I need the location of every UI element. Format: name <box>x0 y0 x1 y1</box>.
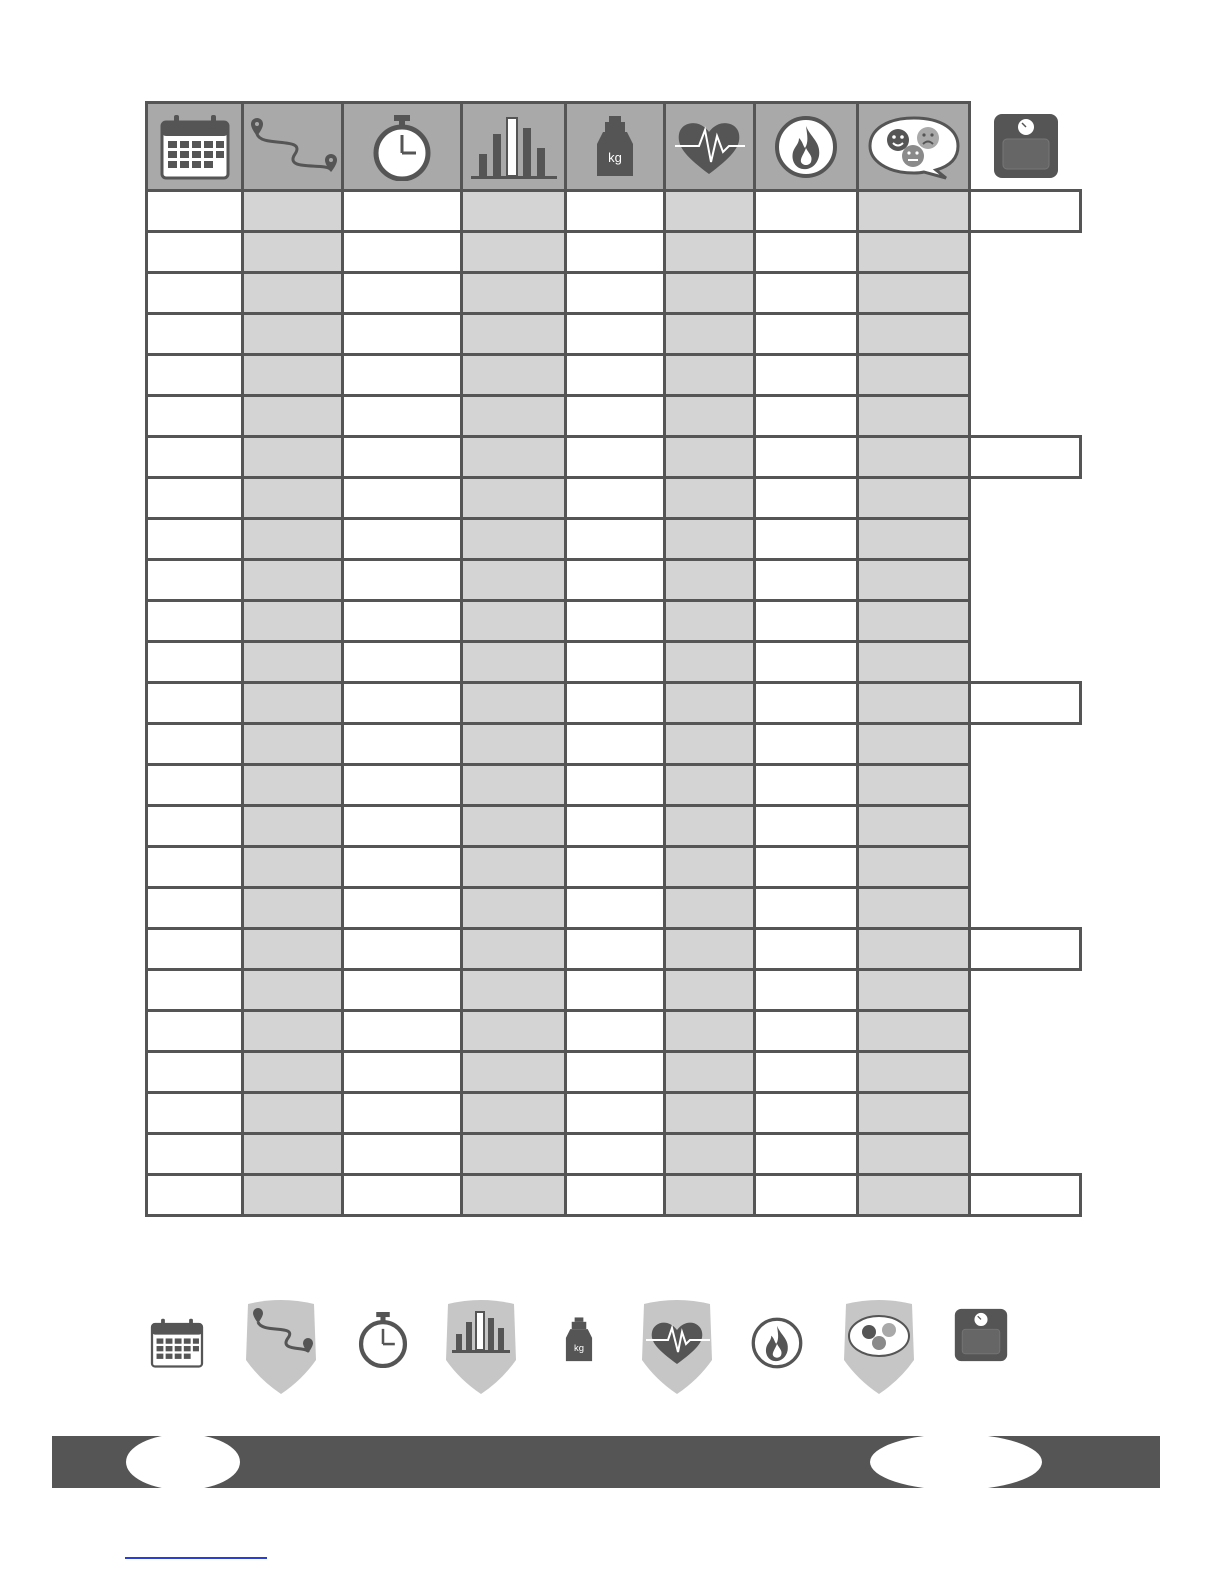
empty-cell <box>970 970 1081 1011</box>
log-cell[interactable] <box>343 273 462 314</box>
log-cell[interactable] <box>858 478 970 519</box>
log-cell[interactable] <box>665 1175 755 1216</box>
log-cell[interactable] <box>147 1134 243 1175</box>
log-cell[interactable] <box>147 232 243 273</box>
log-cell[interactable] <box>858 765 970 806</box>
log-cell[interactable] <box>343 478 462 519</box>
log-cell[interactable] <box>243 806 343 847</box>
empty-cell <box>970 806 1081 847</box>
log-cell[interactable] <box>665 601 755 642</box>
log-cell[interactable] <box>147 437 243 478</box>
log-cell[interactable] <box>665 1093 755 1134</box>
log-cell[interactable] <box>858 232 970 273</box>
log-cell[interactable] <box>858 847 970 888</box>
legend-mood <box>840 1298 918 1401</box>
log-cell[interactable] <box>566 806 665 847</box>
table-row <box>147 437 1081 478</box>
log-cell[interactable] <box>343 1134 462 1175</box>
log-cell[interactable] <box>343 191 462 232</box>
log-cell[interactable] <box>147 970 243 1011</box>
footer-bar <box>52 1436 1160 1488</box>
empty-cell <box>970 478 1081 519</box>
flame-icon <box>750 1316 804 1370</box>
log-cell[interactable] <box>665 396 755 437</box>
log-cell[interactable] <box>462 396 566 437</box>
log-cell[interactable] <box>858 355 970 396</box>
log-cell[interactable] <box>243 642 343 683</box>
log-cell[interactable] <box>566 1134 665 1175</box>
log-cell[interactable] <box>343 724 462 765</box>
log-cell[interactable] <box>243 314 343 355</box>
table-row <box>147 396 1081 437</box>
weight-cell[interactable] <box>970 929 1081 970</box>
table-row <box>147 560 1081 601</box>
log-cell[interactable] <box>462 806 566 847</box>
log-cell[interactable] <box>665 888 755 929</box>
log-cell[interactable] <box>462 314 566 355</box>
legend-time <box>356 1310 410 1373</box>
log-cell[interactable] <box>858 437 970 478</box>
log-cell[interactable] <box>755 1052 858 1093</box>
log-cell[interactable] <box>858 1093 970 1134</box>
log-cell[interactable] <box>755 478 858 519</box>
log-cell[interactable] <box>755 601 858 642</box>
log-cell[interactable] <box>858 642 970 683</box>
empty-cell <box>970 642 1081 683</box>
route-icon <box>242 1298 320 1396</box>
log-cell[interactable] <box>858 191 970 232</box>
log-cell[interactable] <box>665 191 755 232</box>
log-cell[interactable] <box>665 478 755 519</box>
table-row <box>147 355 1081 396</box>
log-cell[interactable] <box>566 396 665 437</box>
log-cell[interactable] <box>755 765 858 806</box>
log-cell[interactable] <box>566 355 665 396</box>
header-row <box>147 103 1081 191</box>
log-cell[interactable] <box>343 601 462 642</box>
legend-weight <box>564 1316 594 1369</box>
log-cell[interactable] <box>566 601 665 642</box>
log-cell[interactable] <box>665 314 755 355</box>
log-cell[interactable] <box>755 888 858 929</box>
log-cell[interactable] <box>147 1011 243 1052</box>
log-cell[interactable] <box>343 970 462 1011</box>
scale-icon <box>954 1308 1008 1362</box>
log-cell[interactable] <box>566 478 665 519</box>
log-cell[interactable] <box>566 929 665 970</box>
log-cell[interactable] <box>462 478 566 519</box>
training-log-table <box>145 101 1082 1217</box>
log-cell[interactable] <box>243 1175 343 1216</box>
log-cell[interactable] <box>755 806 858 847</box>
log-cell[interactable] <box>566 724 665 765</box>
log-cell[interactable] <box>858 1175 970 1216</box>
table-row <box>147 1134 1081 1175</box>
log-cell[interactable] <box>243 273 343 314</box>
log-cell[interactable] <box>462 601 566 642</box>
log-cell[interactable] <box>755 642 858 683</box>
bar-chart-icon <box>469 114 559 180</box>
link-underline[interactable] <box>125 1557 267 1559</box>
log-cell[interactable] <box>147 847 243 888</box>
log-cell[interactable] <box>343 560 462 601</box>
log-cell[interactable] <box>665 724 755 765</box>
log-cell[interactable] <box>755 1011 858 1052</box>
empty-cell <box>970 314 1081 355</box>
log-cell[interactable] <box>858 806 970 847</box>
calendar-icon <box>160 114 230 180</box>
log-cell[interactable] <box>755 232 858 273</box>
log-cell[interactable] <box>462 1093 566 1134</box>
legend-stats <box>442 1298 520 1401</box>
log-cell[interactable] <box>147 396 243 437</box>
log-cell[interactable] <box>755 1175 858 1216</box>
legend-calories <box>750 1316 804 1375</box>
log-cell[interactable] <box>665 1052 755 1093</box>
log-cell[interactable] <box>462 1011 566 1052</box>
icon-legend <box>140 1298 1040 1408</box>
empty-cell <box>970 888 1081 929</box>
empty-cell <box>970 519 1081 560</box>
log-cell[interactable] <box>858 970 970 1011</box>
table-row <box>147 232 1081 273</box>
legend-scale <box>954 1308 1008 1367</box>
log-cell[interactable] <box>755 519 858 560</box>
log-cell[interactable] <box>243 1093 343 1134</box>
log-cell[interactable] <box>665 560 755 601</box>
log-cell[interactable] <box>755 437 858 478</box>
table-row <box>147 970 1081 1011</box>
log-cell[interactable] <box>243 683 343 724</box>
log-cell[interactable] <box>755 970 858 1011</box>
log-cell[interactable] <box>462 847 566 888</box>
legend-heart-rate <box>638 1298 716 1401</box>
stopwatch-icon <box>356 1310 410 1368</box>
log-cell[interactable] <box>147 191 243 232</box>
weight-cell[interactable] <box>970 1175 1081 1216</box>
table-row <box>147 765 1081 806</box>
table-row <box>147 642 1081 683</box>
log-cell[interactable] <box>462 191 566 232</box>
empty-cell <box>970 396 1081 437</box>
log-cell[interactable] <box>665 232 755 273</box>
log-cell[interactable] <box>243 478 343 519</box>
log-cell[interactable] <box>462 273 566 314</box>
log-cell[interactable] <box>858 1134 970 1175</box>
page-number-oval-right <box>870 1434 1042 1490</box>
log-cell[interactable] <box>243 601 343 642</box>
route-icon <box>247 114 339 180</box>
log-cell[interactable] <box>665 1134 755 1175</box>
table-row <box>147 929 1081 970</box>
log-cell[interactable] <box>243 232 343 273</box>
log-cell[interactable] <box>566 273 665 314</box>
empty-cell <box>970 1093 1081 1134</box>
log-cell[interactable] <box>566 437 665 478</box>
empty-cell <box>970 1134 1081 1175</box>
log-cell[interactable] <box>755 191 858 232</box>
log-cell[interactable] <box>147 478 243 519</box>
log-cell[interactable] <box>343 765 462 806</box>
log-cell[interactable] <box>566 888 665 929</box>
log-cell[interactable] <box>243 437 343 478</box>
kg-label: kg <box>574 1342 584 1354</box>
empty-cell <box>970 724 1081 765</box>
calendar-icon <box>148 1318 206 1368</box>
log-cell[interactable] <box>755 724 858 765</box>
log-cell[interactable] <box>147 642 243 683</box>
weight-kg-icon <box>564 1316 594 1364</box>
log-cell[interactable] <box>462 724 566 765</box>
log-cell[interactable] <box>462 355 566 396</box>
log-cell[interactable] <box>665 806 755 847</box>
log-cell[interactable] <box>566 683 665 724</box>
log-cell[interactable] <box>462 1134 566 1175</box>
log-cell[interactable] <box>566 1093 665 1134</box>
log-cell[interactable] <box>147 1052 243 1093</box>
log-cell[interactable] <box>755 355 858 396</box>
heart-rate-icon <box>638 1298 716 1396</box>
log-cell[interactable] <box>243 191 343 232</box>
log-cell[interactable] <box>858 888 970 929</box>
table-row <box>147 888 1081 929</box>
log-cell[interactable] <box>755 683 858 724</box>
table-row <box>147 683 1081 724</box>
header-scale <box>970 103 1081 191</box>
log-cell[interactable] <box>755 396 858 437</box>
log-cell[interactable] <box>858 1011 970 1052</box>
log-cell[interactable] <box>147 560 243 601</box>
log-cell[interactable] <box>858 273 970 314</box>
log-cell[interactable] <box>858 683 970 724</box>
log-cell[interactable] <box>147 683 243 724</box>
log-cell[interactable] <box>755 314 858 355</box>
log-cell[interactable] <box>147 1175 243 1216</box>
log-cell[interactable] <box>462 929 566 970</box>
table-row <box>147 478 1081 519</box>
log-cell[interactable] <box>462 765 566 806</box>
log-cell[interactable] <box>147 601 243 642</box>
empty-cell <box>970 273 1081 314</box>
mood-faces-icon <box>866 114 962 180</box>
log-cell[interactable] <box>343 355 462 396</box>
empty-cell <box>970 847 1081 888</box>
empty-cell <box>970 1052 1081 1093</box>
log-cell[interactable] <box>147 355 243 396</box>
empty-cell <box>970 1011 1081 1052</box>
table-row <box>147 1093 1081 1134</box>
table-row <box>147 601 1081 642</box>
table-row <box>147 724 1081 765</box>
log-cell[interactable] <box>858 724 970 765</box>
log-cell[interactable] <box>755 560 858 601</box>
log-cell[interactable] <box>147 273 243 314</box>
log-cell[interactable] <box>243 1011 343 1052</box>
log-cell[interactable] <box>147 314 243 355</box>
log-cell[interactable] <box>147 806 243 847</box>
log-cell[interactable] <box>343 1093 462 1134</box>
log-cell[interactable] <box>858 560 970 601</box>
log-cell[interactable] <box>243 929 343 970</box>
table-row <box>147 847 1081 888</box>
weight-cell[interactable] <box>970 437 1081 478</box>
kg-label: kg <box>608 149 622 165</box>
log-cell[interactable] <box>858 1052 970 1093</box>
table-row <box>147 1011 1081 1052</box>
page-number-oval-left <box>126 1434 240 1490</box>
log-cell[interactable] <box>566 519 665 560</box>
log-cell[interactable] <box>566 765 665 806</box>
log-cell[interactable] <box>343 642 462 683</box>
log-cell[interactable] <box>147 1093 243 1134</box>
log-cell[interactable] <box>566 1052 665 1093</box>
table-row <box>147 1175 1081 1216</box>
log-cell[interactable] <box>243 765 343 806</box>
empty-cell <box>970 765 1081 806</box>
stopwatch-icon <box>370 113 434 181</box>
header-stats <box>462 103 566 191</box>
log-cell[interactable] <box>462 519 566 560</box>
log-cell[interactable] <box>462 888 566 929</box>
log-cell[interactable] <box>343 929 462 970</box>
log-cell[interactable] <box>147 519 243 560</box>
log-cell[interactable] <box>243 560 343 601</box>
log-cell[interactable] <box>462 560 566 601</box>
legend-distance <box>242 1298 320 1401</box>
flame-icon <box>773 114 839 180</box>
weight-cell[interactable] <box>970 191 1081 232</box>
log-cell[interactable] <box>755 1134 858 1175</box>
weight-kg-icon <box>595 114 635 180</box>
log-cell[interactable] <box>343 1175 462 1216</box>
table-row <box>147 273 1081 314</box>
log-cell[interactable] <box>566 1011 665 1052</box>
log-cell[interactable] <box>343 888 462 929</box>
log-cell[interactable] <box>665 519 755 560</box>
scale-icon <box>993 113 1059 179</box>
log-cell[interactable] <box>566 970 665 1011</box>
log-cell[interactable] <box>243 355 343 396</box>
log-cell[interactable] <box>243 1134 343 1175</box>
log-cell[interactable] <box>858 314 970 355</box>
header-heart-rate <box>665 103 755 191</box>
log-cell[interactable] <box>243 724 343 765</box>
empty-cell <box>970 601 1081 642</box>
log-cell[interactable] <box>566 642 665 683</box>
log-cell[interactable] <box>665 970 755 1011</box>
log-body <box>147 103 1081 1216</box>
log-cell[interactable] <box>566 560 665 601</box>
log-cell[interactable] <box>858 929 970 970</box>
legend-date <box>148 1318 206 1373</box>
log-cell[interactable] <box>343 314 462 355</box>
log-cell[interactable] <box>343 437 462 478</box>
log-cell[interactable] <box>665 273 755 314</box>
log-cell[interactable] <box>462 1175 566 1216</box>
log-cell[interactable] <box>566 314 665 355</box>
header-distance <box>243 103 343 191</box>
log-cell[interactable] <box>665 642 755 683</box>
log-cell[interactable] <box>755 273 858 314</box>
log-cell[interactable] <box>343 847 462 888</box>
log-cell[interactable] <box>243 970 343 1011</box>
empty-cell <box>970 355 1081 396</box>
log-cell[interactable] <box>147 724 243 765</box>
log-cell[interactable] <box>462 437 566 478</box>
log-cell[interactable] <box>462 683 566 724</box>
log-cell[interactable] <box>566 847 665 888</box>
log-cell[interactable] <box>858 601 970 642</box>
empty-cell <box>970 232 1081 273</box>
log-cell[interactable] <box>566 232 665 273</box>
log-cell[interactable] <box>566 191 665 232</box>
log-cell[interactable] <box>462 970 566 1011</box>
log-cell[interactable] <box>343 232 462 273</box>
log-cell[interactable] <box>755 929 858 970</box>
log-cell[interactable] <box>755 847 858 888</box>
header-calories <box>755 103 858 191</box>
log-cell[interactable] <box>462 642 566 683</box>
log-cell[interactable] <box>755 1093 858 1134</box>
mood-faces-icon <box>840 1298 918 1396</box>
heart-rate-icon <box>675 116 745 178</box>
header-date <box>147 103 243 191</box>
log-cell[interactable] <box>665 355 755 396</box>
header-weight <box>566 103 665 191</box>
table-row <box>147 519 1081 560</box>
table-row <box>147 314 1081 355</box>
log-cell[interactable] <box>243 519 343 560</box>
table-row <box>147 191 1081 232</box>
weight-cell[interactable] <box>970 683 1081 724</box>
log-cell[interactable] <box>665 929 755 970</box>
header-time <box>343 103 462 191</box>
header-mood <box>858 103 970 191</box>
log-cell[interactable] <box>566 1175 665 1216</box>
log-cell[interactable] <box>147 929 243 970</box>
log-cell[interactable] <box>343 1052 462 1093</box>
log-cell[interactable] <box>665 847 755 888</box>
log-cell[interactable] <box>665 765 755 806</box>
log-cell[interactable] <box>665 1011 755 1052</box>
log-cell[interactable] <box>665 683 755 724</box>
log-cell[interactable] <box>343 806 462 847</box>
log-cell[interactable] <box>243 847 343 888</box>
log-cell[interactable] <box>343 683 462 724</box>
log-cell[interactable] <box>147 888 243 929</box>
bar-chart-icon <box>442 1298 520 1396</box>
table-row <box>147 806 1081 847</box>
log-cell[interactable] <box>462 1052 566 1093</box>
log-cell[interactable] <box>858 519 970 560</box>
log-cell[interactable] <box>665 437 755 478</box>
log-cell[interactable] <box>243 888 343 929</box>
log-cell[interactable] <box>343 396 462 437</box>
empty-cell <box>970 560 1081 601</box>
log-cell[interactable] <box>243 1052 343 1093</box>
log-cell[interactable] <box>147 765 243 806</box>
log-cell[interactable] <box>343 1011 462 1052</box>
log-cell[interactable] <box>462 232 566 273</box>
log-cell[interactable] <box>858 396 970 437</box>
table-row <box>147 1052 1081 1093</box>
log-cell[interactable] <box>343 519 462 560</box>
log-cell[interactable] <box>243 396 343 437</box>
